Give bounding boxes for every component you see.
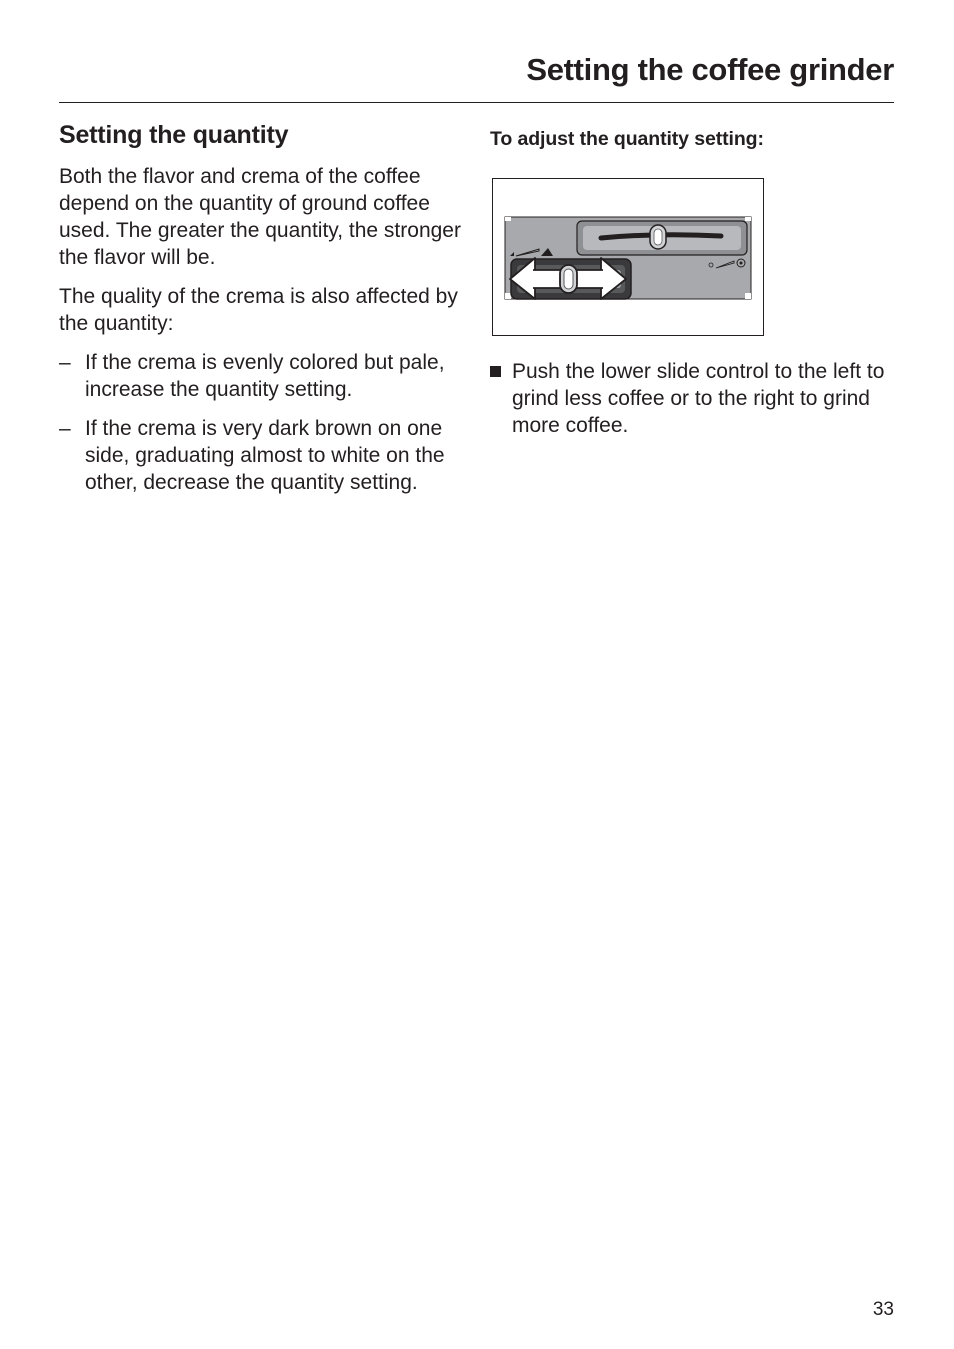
- left-column: [59, 121, 469, 508]
- dash-marker: –: [59, 351, 71, 374]
- instruction-heading: To adjust the quantity setting:: [490, 128, 764, 150]
- right-column: [490, 128, 900, 437]
- list-item: [59, 415, 469, 496]
- list-item-text: If the crema is very dark brown on one side, graduating almost to white on the other, decrease the quantity setting.: [85, 417, 445, 494]
- section-heading: Setting the quantity: [59, 121, 289, 149]
- dash-marker: –: [59, 417, 71, 440]
- page-number: 33: [872, 1299, 894, 1320]
- list-item: [59, 349, 469, 403]
- list-item-text: If the crema is evenly colored but pale, increase the quantity setting.: [85, 351, 445, 401]
- dash-list: [59, 349, 469, 496]
- square-bullet-icon: [490, 366, 501, 377]
- upper-slide-knob: [650, 225, 666, 249]
- grinder-panel-svg: [493, 179, 762, 334]
- lower-slide-knob: [560, 265, 577, 293]
- page-header: [59, 50, 894, 103]
- instruction-text: Push the lower slide control to the left to grind less coffee or to the right to grind more coffee.: [512, 360, 885, 437]
- instruction-bullet: [490, 358, 900, 439]
- paragraph: The quality of the crema is also affected by the quantity:: [59, 285, 458, 335]
- grinder-control-illustration: [492, 178, 764, 336]
- page-title: Setting the coffee grinder: [526, 52, 894, 87]
- paragraph: Both the flavor and crema of the coffee depend on the quantity of ground coffee used. The greater the quantity, the stronger the flavor will be.: [59, 165, 461, 269]
